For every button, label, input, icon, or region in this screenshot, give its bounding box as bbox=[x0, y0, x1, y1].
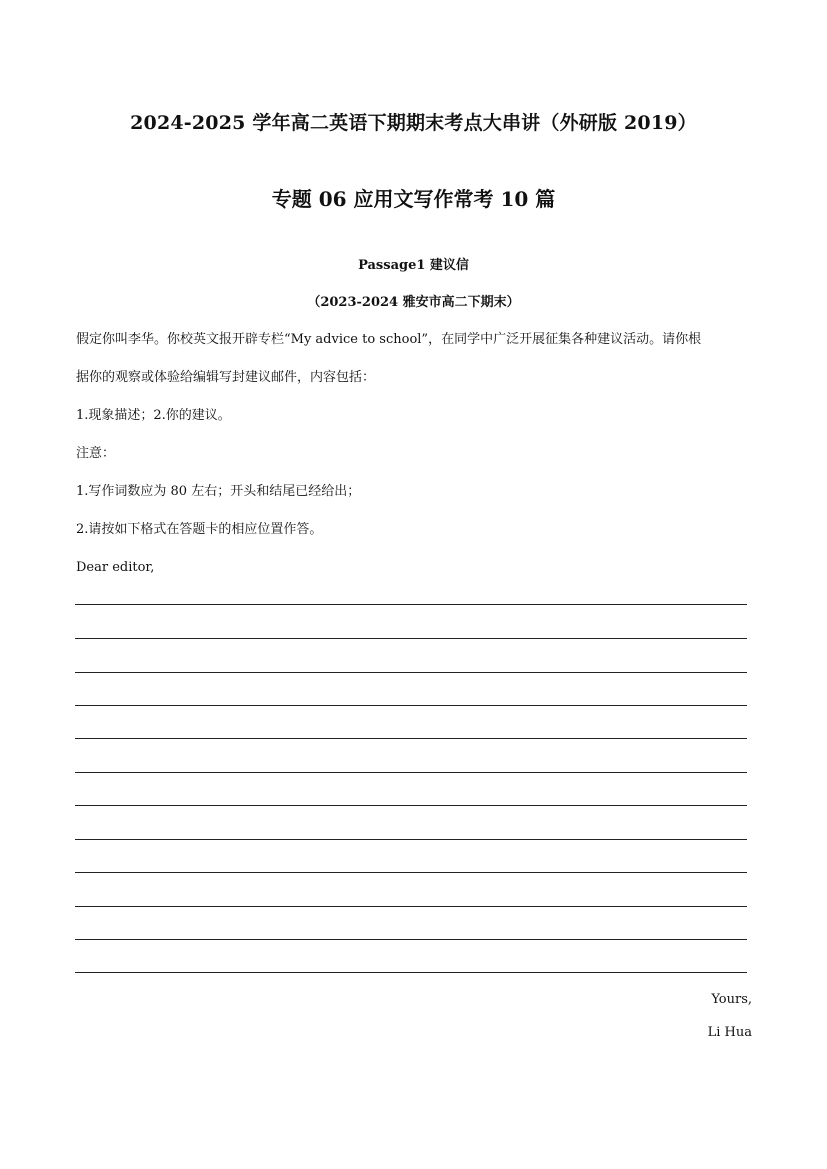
writing-line bbox=[75, 839, 747, 840]
document-title: 2024-2025 学年高二英语下期期末考点大串讲（外研版 2019） bbox=[130, 112, 697, 134]
prompt-line-1: 假定你叫李华。你校英文报开辟专栏“My advice to school”，在同学中广泛开展征集各种建议活动。请你根 bbox=[76, 332, 702, 347]
writing-line bbox=[75, 939, 747, 940]
note-item-1: 1.写作词数应为 80 左右；开头和结尾已经给出； bbox=[76, 484, 361, 499]
writing-line bbox=[75, 805, 747, 806]
letter-closing: Yours, bbox=[711, 992, 752, 1007]
writing-line bbox=[75, 638, 747, 639]
passage-title: Passage1 建议信 bbox=[358, 258, 469, 273]
writing-line bbox=[75, 705, 747, 706]
document-subtitle: 专题 06 应用文写作常考 10 篇 bbox=[271, 187, 556, 211]
prompt-line-2: 据你的观察或体验给编辑写封建议邮件，内容包括： bbox=[76, 370, 376, 385]
writing-line bbox=[75, 604, 747, 605]
writing-line bbox=[75, 906, 747, 907]
writing-line bbox=[75, 672, 747, 673]
passage-source: （2023-2024 雅安市高二下期末） bbox=[307, 295, 520, 310]
writing-line bbox=[75, 872, 747, 873]
writing-line bbox=[75, 738, 747, 739]
note-label: 注意： bbox=[76, 446, 116, 461]
content-points: 1.现象描述；2.你的建议。 bbox=[76, 408, 231, 423]
letter-signature: Li Hua bbox=[707, 1025, 752, 1040]
letter-greeting: Dear editor, bbox=[76, 560, 155, 575]
writing-line bbox=[75, 772, 747, 773]
writing-line bbox=[75, 972, 747, 973]
note-item-2: 2.请按如下格式在答题卡的相应位置作答。 bbox=[76, 522, 323, 537]
prompt-paragraph bbox=[76, 321, 752, 397]
